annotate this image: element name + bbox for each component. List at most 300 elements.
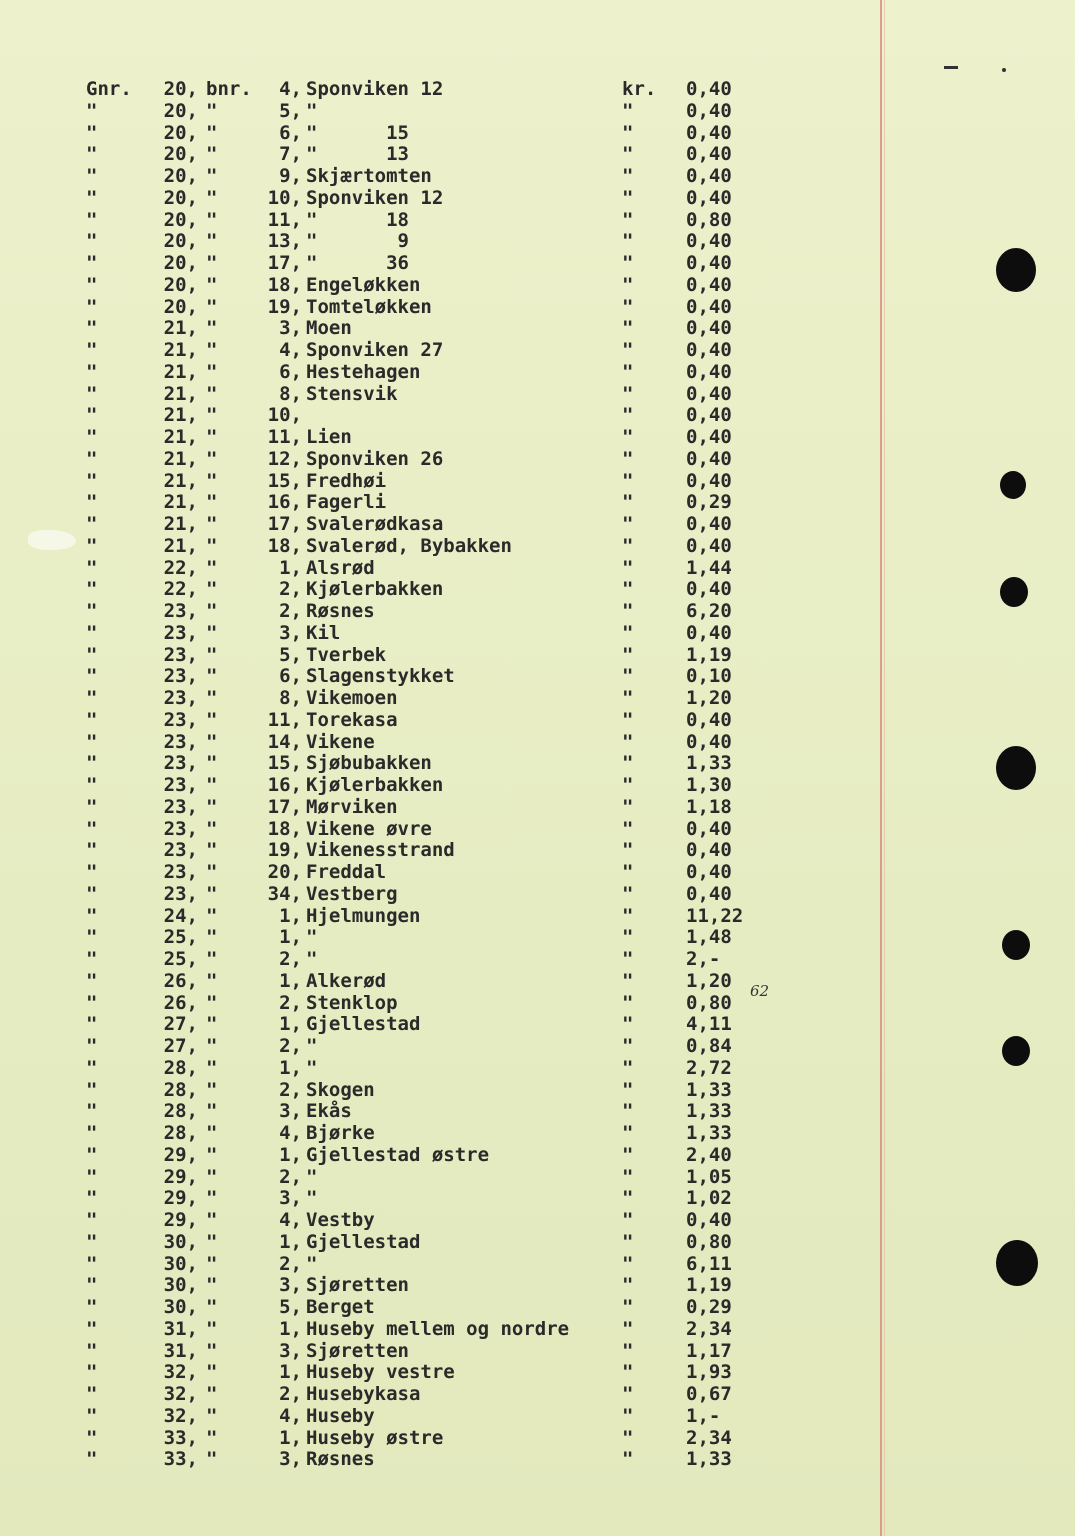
amount: 1,02 [686, 1187, 732, 1210]
gnr-value: 30, [163, 1296, 198, 1318]
property-name: " 13 [306, 143, 409, 166]
bnr-prefix: " [206, 643, 218, 666]
row-prefix: " [86, 1404, 98, 1427]
row-prefix: " [86, 1100, 98, 1123]
gnr-value: 20, [163, 143, 198, 166]
currency: " [622, 665, 634, 688]
property-name: Vestberg [306, 882, 398, 905]
gnr-value: 23, [163, 774, 198, 796]
row-prefix: " [86, 600, 98, 622]
currency: " [622, 1013, 634, 1036]
currency: " [622, 186, 634, 209]
bnr-value: 3, [279, 1448, 302, 1471]
row-prefix: " [86, 904, 98, 927]
row-prefix: " [86, 774, 98, 796]
currency: " [622, 795, 634, 818]
bnr-value: 1, [279, 556, 302, 579]
bnr-value: 10, [267, 404, 302, 427]
property-name: " 36 [306, 252, 409, 274]
property-name: " [306, 1035, 318, 1057]
currency: " [622, 1252, 634, 1275]
gnr-value: 30, [163, 1252, 198, 1275]
ink-dot [1002, 68, 1006, 72]
margin-rule [880, 0, 882, 1536]
gnr-value: 21, [163, 469, 198, 492]
bnr-prefix: " [206, 621, 218, 644]
bnr-value: 11, [267, 208, 302, 231]
amount: 0,29 [686, 491, 732, 514]
property-name: Kjølerbakken [306, 578, 444, 601]
property-name: Gjellestad [306, 1013, 421, 1036]
bnr-prefix: " [206, 1013, 218, 1036]
bnr-value: 2, [279, 1035, 302, 1057]
gnr-value: 26, [163, 991, 198, 1014]
bnr-prefix: " [206, 252, 218, 274]
row-prefix: " [86, 186, 98, 209]
gnr-value: 23, [163, 687, 198, 709]
row-prefix: " [86, 1209, 98, 1231]
amount: 0,40 [686, 382, 732, 405]
property-name: Skogen [306, 1078, 375, 1101]
currency: " [622, 121, 634, 144]
currency: " [622, 948, 634, 970]
amount: 1,33 [686, 1100, 732, 1123]
bnr-prefix: " [206, 513, 218, 535]
amount: 0,40 [686, 360, 732, 383]
gnr-value: 20, [163, 295, 198, 318]
gnr-value: 26, [163, 969, 198, 992]
currency: " [622, 165, 634, 187]
currency: " [622, 339, 634, 361]
gnr-value: 23, [163, 665, 198, 688]
gnr-value: 29, [163, 1143, 198, 1166]
bnr-prefix: " [206, 1165, 218, 1188]
row-prefix: " [86, 317, 98, 340]
bnr-value: 1, [279, 1361, 302, 1384]
gnr-value: 23, [163, 839, 198, 862]
row-prefix: " [86, 621, 98, 644]
gnr-value: 25, [163, 926, 198, 949]
amount: 4,11 [686, 1013, 732, 1036]
amount: 2,72 [686, 1056, 732, 1079]
row-prefix: " [86, 208, 98, 231]
bnr-value: 10, [267, 186, 302, 209]
currency: " [622, 230, 634, 253]
currency: " [622, 1317, 634, 1340]
row-prefix: " [86, 1383, 98, 1405]
currency: " [622, 730, 634, 753]
bnr-prefix: " [206, 1448, 218, 1471]
gnr-value: 32, [163, 1383, 198, 1405]
bnr-value: 8, [279, 382, 302, 405]
row-prefix: " [86, 339, 98, 361]
bnr-prefix: " [206, 360, 218, 383]
gnr-value: 23, [163, 795, 198, 818]
bnr-prefix: " [206, 295, 218, 318]
bnr-value: 6, [279, 360, 302, 383]
currency: " [622, 491, 634, 514]
property-name: " 18 [306, 208, 409, 231]
bnr-prefix: " [206, 774, 218, 796]
currency: " [622, 469, 634, 492]
amount: 1,44 [686, 556, 732, 579]
row-prefix: " [86, 1230, 98, 1253]
bnr-prefix: " [206, 817, 218, 840]
currency: " [622, 1209, 634, 1231]
property-name: " [306, 926, 318, 949]
bnr-prefix: " [206, 208, 218, 231]
bnr-value: 2, [279, 1383, 302, 1405]
bnr-prefix: " [206, 165, 218, 187]
row-prefix: " [86, 121, 98, 144]
bnr-value: 1, [279, 1317, 302, 1340]
gnr-value: 32, [163, 1361, 198, 1384]
row-prefix: " [86, 447, 98, 470]
gnr-value: 21, [163, 447, 198, 470]
row-prefix: " [86, 1122, 98, 1144]
row-prefix: " [86, 165, 98, 187]
bnr-prefix: " [206, 121, 218, 144]
amount: 2,34 [686, 1317, 732, 1340]
property-name: Stenklop [306, 991, 398, 1014]
gnr-value: 20, [163, 121, 198, 144]
row-prefix: " [86, 426, 98, 448]
gnr-value: 23, [163, 752, 198, 775]
bnr-value: 3, [279, 621, 302, 644]
gnr-value: 29, [163, 1165, 198, 1188]
row-prefix: " [86, 730, 98, 753]
bnr-value: 13, [267, 230, 302, 253]
amount: 1,33 [686, 1448, 732, 1471]
row-prefix: " [86, 882, 98, 905]
amount: 1,33 [686, 1078, 732, 1101]
bnr-prefix: " [206, 382, 218, 405]
bnr-value: 4, [279, 1122, 302, 1144]
row-prefix: " [86, 556, 98, 579]
currency: " [622, 360, 634, 383]
ink-mark [944, 66, 958, 69]
amount: 0,40 [686, 469, 732, 492]
amount: 0,84 [686, 1035, 732, 1057]
amount: 0,40 [686, 426, 732, 448]
row-prefix: " [86, 513, 98, 535]
currency: " [622, 1187, 634, 1210]
gnr-value: 27, [163, 1013, 198, 1036]
amount: 0,40 [686, 861, 732, 883]
currency: " [622, 643, 634, 666]
bnr-value: 1, [279, 1056, 302, 1079]
row-prefix: " [86, 252, 98, 274]
property-name: Svalerød, Bybakken [306, 534, 512, 557]
currency: " [622, 317, 634, 340]
bnr-value: 18, [267, 817, 302, 840]
property-name: Svalerødkasa [306, 513, 444, 535]
bnr-value: 16, [267, 491, 302, 514]
bnr-prefix: " [206, 752, 218, 775]
amount: 1,20 [686, 687, 732, 709]
amount: 1,93 [686, 1361, 732, 1384]
bnr-value: 14, [267, 730, 302, 753]
gnr-value: 30, [163, 1274, 198, 1297]
bnr-value: 4, [279, 339, 302, 361]
gnr-value: 21, [163, 360, 198, 383]
currency: " [622, 513, 634, 535]
row-prefix: " [86, 687, 98, 709]
gnr-value: 23, [163, 600, 198, 622]
currency: " [622, 295, 634, 318]
bnr-value: 18, [267, 273, 302, 296]
currency: " [622, 578, 634, 601]
row-prefix: " [86, 1187, 98, 1210]
amount: 6,20 [686, 600, 732, 622]
margin-rule-secondary [884, 0, 885, 1536]
bnr-prefix: " [206, 273, 218, 296]
row-prefix: " [86, 382, 98, 405]
property-name: Ekås [306, 1100, 352, 1123]
amount: 0,40 [686, 839, 732, 862]
bnr-prefix: " [206, 1426, 218, 1449]
row-prefix: " [86, 534, 98, 557]
gnr-value: 29, [163, 1187, 198, 1210]
bnr-value: 1, [279, 926, 302, 949]
currency: " [622, 273, 634, 296]
bnr-value: 1, [279, 904, 302, 927]
gnr-value: 20, [163, 99, 198, 122]
property-name: Stensvik [306, 382, 398, 405]
bnr-value: 6, [279, 121, 302, 144]
property-name: " 15 [306, 121, 409, 144]
gnr-value: 23, [163, 882, 198, 905]
currency: " [622, 1404, 634, 1427]
currency: " [622, 882, 634, 905]
row-prefix: " [86, 1361, 98, 1384]
gnr-value: 28, [163, 1100, 198, 1123]
amount: 0,40 [686, 121, 732, 144]
bnr-prefix: " [206, 1296, 218, 1318]
amount: 1,05 [686, 1165, 732, 1188]
amount: 0,67 [686, 1383, 732, 1405]
bnr-prefix: " [206, 926, 218, 949]
bnr-prefix: " [206, 882, 218, 905]
amount: 0,80 [686, 1230, 732, 1253]
row-prefix: " [86, 1035, 98, 1057]
property-name: Tverbek [306, 643, 387, 666]
amount: 0,40 [686, 404, 732, 427]
bnr-prefix: " [206, 1100, 218, 1123]
currency: " [622, 1383, 634, 1405]
property-name: Huseby mellem og nordre [306, 1317, 570, 1340]
property-name: Bjørke [306, 1122, 375, 1144]
property-name: " [306, 1187, 318, 1210]
bnr-value: 20, [267, 861, 302, 883]
bnr-value: 6, [279, 665, 302, 688]
bnr-prefix: " [206, 730, 218, 753]
bnr-prefix: " [206, 904, 218, 927]
currency: " [622, 752, 634, 775]
amount: 0,40 [686, 317, 732, 340]
amount: 6,11 [686, 1252, 732, 1275]
gnr-value: 30, [163, 1230, 198, 1253]
amount: 2,- [686, 948, 721, 970]
punch-hole [996, 248, 1036, 292]
gnr-value: 25, [163, 948, 198, 970]
amount: 2,34 [686, 1426, 732, 1449]
amount: 0,40 [686, 817, 732, 840]
amount: 1,- [686, 1404, 721, 1427]
currency: " [622, 817, 634, 840]
amount: 0,40 [686, 99, 732, 122]
row-prefix: " [86, 1143, 98, 1166]
punch-hole [1000, 471, 1026, 499]
gnr-value: 21, [163, 534, 198, 557]
property-name: Kil [306, 621, 341, 644]
gnr-value: 28, [163, 1122, 198, 1144]
row-prefix: " [86, 143, 98, 166]
amount: 0,40 [686, 534, 732, 557]
gnr-value: 21, [163, 339, 198, 361]
currency: " [622, 991, 634, 1014]
bnr-prefix: " [206, 1404, 218, 1427]
row-prefix: " [86, 1448, 98, 1471]
row-prefix: " [86, 1339, 98, 1362]
property-name: Alkerød [306, 969, 387, 992]
bnr-prefix: " [206, 969, 218, 992]
gnr-value: 23, [163, 621, 198, 644]
gnr-value: 21, [163, 491, 198, 514]
property-name: Vikemoen [306, 687, 398, 709]
currency: " [622, 99, 634, 122]
bnr-prefix: " [206, 578, 218, 601]
bnr-value: 2, [279, 578, 302, 601]
amount: 2,40 [686, 1143, 732, 1166]
property-name: Sponviken 12 [306, 186, 444, 209]
bnr-value: 2, [279, 1078, 302, 1101]
bnr-value: 17, [267, 795, 302, 818]
currency: " [622, 1426, 634, 1449]
bnr-prefix: " [206, 665, 218, 688]
bnr-value: 3, [279, 1274, 302, 1297]
amount: 1,48 [686, 926, 732, 949]
amount: 1,30 [686, 774, 732, 796]
row-prefix: " [86, 1165, 98, 1188]
bnr-value: 3, [279, 1100, 302, 1123]
currency: kr. [622, 78, 657, 100]
bnr-prefix: " [206, 1317, 218, 1340]
currency: " [622, 1056, 634, 1079]
currency: " [622, 208, 634, 231]
property-name: Torekasa [306, 708, 398, 731]
currency: " [622, 1165, 634, 1188]
handwritten-note: 62 [750, 982, 770, 1000]
bnr-prefix: bnr. [206, 78, 252, 100]
bnr-value: 2, [279, 1252, 302, 1275]
gnr-value: 23, [163, 861, 198, 883]
row-prefix: " [86, 752, 98, 775]
amount: 1,19 [686, 1274, 732, 1297]
amount: 1,19 [686, 643, 732, 666]
bnr-prefix: " [206, 99, 218, 122]
bnr-prefix: " [206, 404, 218, 427]
amount: 0,40 [686, 578, 732, 601]
property-name: Røsnes [306, 600, 375, 622]
currency: " [622, 969, 634, 992]
gnr-value: 21, [163, 382, 198, 405]
bnr-prefix: " [206, 600, 218, 622]
currency: " [622, 534, 634, 557]
currency: " [622, 600, 634, 622]
row-prefix: " [86, 817, 98, 840]
bnr-value: 18, [267, 534, 302, 557]
amount: 0,80 [686, 991, 732, 1014]
amount: 0,40 [686, 230, 732, 253]
currency: " [622, 1143, 634, 1166]
property-name: Kjølerbakken [306, 774, 444, 796]
punch-hole [1002, 1036, 1030, 1066]
amount: 0,40 [686, 708, 732, 731]
gnr-value: 21, [163, 513, 198, 535]
row-prefix: " [86, 491, 98, 514]
property-name: Sjøretten [306, 1339, 409, 1362]
row-prefix: " [86, 99, 98, 122]
bnr-prefix: " [206, 1035, 218, 1057]
bnr-value: 1, [279, 1143, 302, 1166]
amount: 0,40 [686, 165, 732, 187]
currency: " [622, 143, 634, 166]
currency: " [622, 621, 634, 644]
bnr-value: 11, [267, 708, 302, 731]
amount: 0,40 [686, 447, 732, 470]
row-prefix: " [86, 665, 98, 688]
currency: " [622, 861, 634, 883]
row-prefix: " [86, 230, 98, 253]
property-name: Vikene [306, 730, 375, 753]
amount: 0,10 [686, 665, 732, 688]
bnr-value: 19, [267, 839, 302, 862]
gnr-value: 33, [163, 1448, 198, 1471]
property-name: " [306, 1056, 318, 1079]
property-name: Moen [306, 317, 352, 340]
bnr-prefix: " [206, 491, 218, 514]
punch-hole [1000, 577, 1028, 607]
property-name: Fredhøi [306, 469, 387, 492]
row-prefix: " [86, 969, 98, 992]
currency: " [622, 1274, 634, 1297]
property-name: Lien [306, 426, 352, 448]
gnr-value: 23, [163, 708, 198, 731]
currency: " [622, 426, 634, 448]
property-name: " 9 [306, 230, 409, 253]
bnr-prefix: " [206, 991, 218, 1014]
bnr-value: 2, [279, 991, 302, 1014]
amount: 1,18 [686, 795, 732, 818]
gnr-value: 20, [163, 165, 198, 187]
bnr-value: 12, [267, 447, 302, 470]
bnr-prefix: " [206, 469, 218, 492]
bnr-value: 1, [279, 1426, 302, 1449]
paper-stain [28, 530, 76, 550]
property-name: Sponviken 12 [306, 78, 444, 100]
amount: 0,40 [686, 295, 732, 318]
amount: 0,40 [686, 273, 732, 296]
property-name: Huseby østre [306, 1426, 444, 1449]
currency: " [622, 1361, 634, 1384]
bnr-prefix: " [206, 230, 218, 253]
currency: " [622, 1100, 634, 1123]
amount: 0,40 [686, 143, 732, 166]
bnr-value: 15, [267, 469, 302, 492]
gnr-value: 23, [163, 730, 198, 753]
punch-hole [996, 746, 1036, 790]
